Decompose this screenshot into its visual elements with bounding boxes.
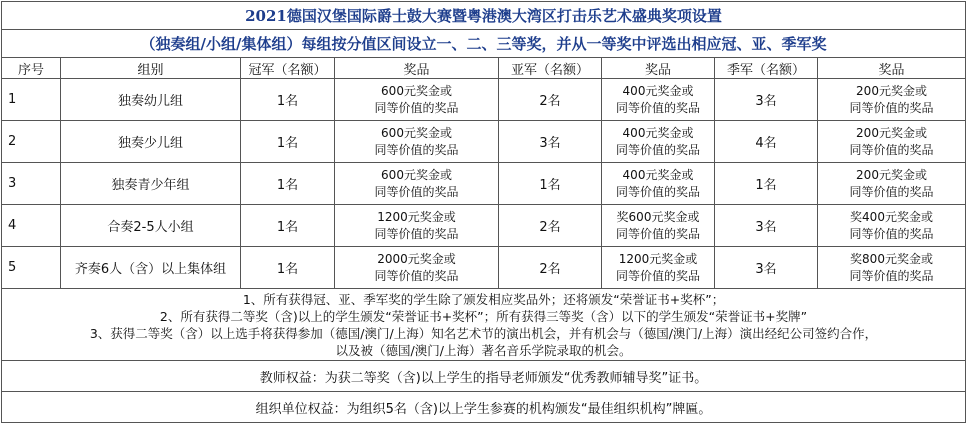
table-row — [2, 205, 966, 247]
header-seq: 序号 — [2, 58, 61, 79]
cell-champion-prize: 600元奖金或 同等价值的奖品 — [335, 121, 499, 163]
cell-champion-prize: 2000元奖金或 同等价值的奖品 — [335, 247, 499, 289]
table-row — [2, 79, 966, 121]
cell-seq: 3 — [2, 163, 61, 205]
cell-champion: 1名 — [241, 163, 335, 205]
header-runner-up-prize: 奖品 — [602, 58, 715, 79]
cell-runner-up: 3名 — [499, 121, 602, 163]
cell-third-prize: 200元奖金或 同等价值的奖品 — [818, 163, 966, 205]
header-runner-up: 亚军（名额） — [499, 58, 602, 79]
table-title: 2021德国汉堡国际爵士鼓大赛暨粤港澳大湾区打击乐艺术盛典奖项设置 — [2, 2, 966, 30]
notes-cell — [2, 289, 966, 361]
cell-champion-prize: 600元奖金或 同等价值的奖品 — [335, 79, 499, 121]
cell-third-prize: 奖400元奖金或 同等价值的奖品 — [818, 205, 966, 247]
cell-third-prize: 200元奖金或 同等价值的奖品 — [818, 79, 966, 121]
header-group: 组别 — [61, 58, 241, 79]
subtitle-row — [2, 30, 966, 58]
table-row — [2, 121, 966, 163]
cell-champion: 1名 — [241, 79, 335, 121]
cell-runner-up: 1名 — [499, 163, 602, 205]
header-champion: 冠军（名额） — [241, 58, 335, 79]
teacher-benefit-row — [2, 361, 966, 392]
teacher-benefit: 教师权益：为获二等奖（含)以上学生的指导老师颁发“优秀教师辅导奖”证书。 — [2, 361, 966, 392]
cell-third: 4名 — [715, 121, 818, 163]
cell-runner-up: 2名 — [499, 247, 602, 289]
cell-champion: 1名 — [241, 247, 335, 289]
cell-runner-up-prize: 奖600元奖金或 同等价值的奖品 — [602, 205, 715, 247]
cell-group: 独奏幼儿组 — [61, 79, 241, 121]
cell-group: 独奏青少年组 — [61, 163, 241, 205]
awards-table — [1, 1, 966, 423]
header-row — [2, 58, 966, 79]
org-benefit: 组织单位权益：为组织5名（含)以上学生参赛的机构颁发“最佳组织机构”牌匾。 — [2, 392, 966, 423]
table-row — [2, 247, 966, 289]
cell-runner-up-prize: 400元奖金或 同等价值的奖品 — [602, 79, 715, 121]
header-third: 季军（名额） — [715, 58, 818, 79]
org-benefit-row — [2, 392, 966, 423]
table-subtitle: （独奏组/小组/集体组）每组按分值区间设立一、二、三等奖，并从一等奖中评选出相应冠、亚、季军奖 — [2, 30, 966, 58]
cell-seq: 2 — [2, 121, 61, 163]
cell-third: 3名 — [715, 205, 818, 247]
note-line: 2、所有获得二等奖（含)以上的学生颁发“荣誉证书+奖杯”；所有获得三等奖（含）以下的学生颁发“荣誉证书+奖牌” — [159, 308, 808, 324]
cell-champion-prize: 1200元奖金或 同等价值的奖品 — [335, 205, 499, 247]
note-line: 1、所有获得冠、亚、季军奖的学生除了颁发相应奖品外；还将颁发“荣誉证书+奖杯”； — [242, 291, 725, 307]
cell-group: 独奏少儿组 — [61, 121, 241, 163]
notes-row — [2, 289, 966, 361]
cell-runner-up-prize: 400元奖金或 同等价值的奖品 — [602, 163, 715, 205]
title-row — [2, 2, 966, 30]
cell-third: 3名 — [715, 247, 818, 289]
cell-runner-up: 2名 — [499, 79, 602, 121]
cell-champion-prize: 600元奖金或 同等价值的奖品 — [335, 163, 499, 205]
cell-third: 1名 — [715, 163, 818, 205]
cell-group: 齐奏6人（含）以上集体组 — [61, 247, 241, 289]
cell-seq: 4 — [2, 205, 61, 247]
cell-champion: 1名 — [241, 205, 335, 247]
cell-third-prize: 奖800元奖金或 同等价值的奖品 — [818, 247, 966, 289]
cell-runner-up: 2名 — [499, 205, 602, 247]
cell-runner-up-prize: 1200元奖金或 同等价值的奖品 — [602, 247, 715, 289]
note-line: 以及被（德国/澳门/上海）著名音乐学院录取的机会。 — [335, 342, 632, 358]
cell-seq: 1 — [2, 79, 61, 121]
table-row — [2, 163, 966, 205]
header-third-prize: 奖品 — [818, 58, 966, 79]
header-champion-prize: 奖品 — [335, 58, 499, 79]
cell-champion: 1名 — [241, 121, 335, 163]
note-line: 3、获得二等奖（含）以上选手将获得参加（德国/澳门/上海）知名艺术节的演出机会，并有机会与（德国/澳门/上海）演出经纪公司签约合作， — [89, 325, 878, 341]
cell-group: 合奏2-5人小组 — [61, 205, 241, 247]
cell-runner-up-prize: 400元奖金或 同等价值的奖品 — [602, 121, 715, 163]
cell-third-prize: 200元奖金或 同等价值的奖品 — [818, 121, 966, 163]
cell-third: 3名 — [715, 79, 818, 121]
cell-seq: 5 — [2, 247, 61, 289]
